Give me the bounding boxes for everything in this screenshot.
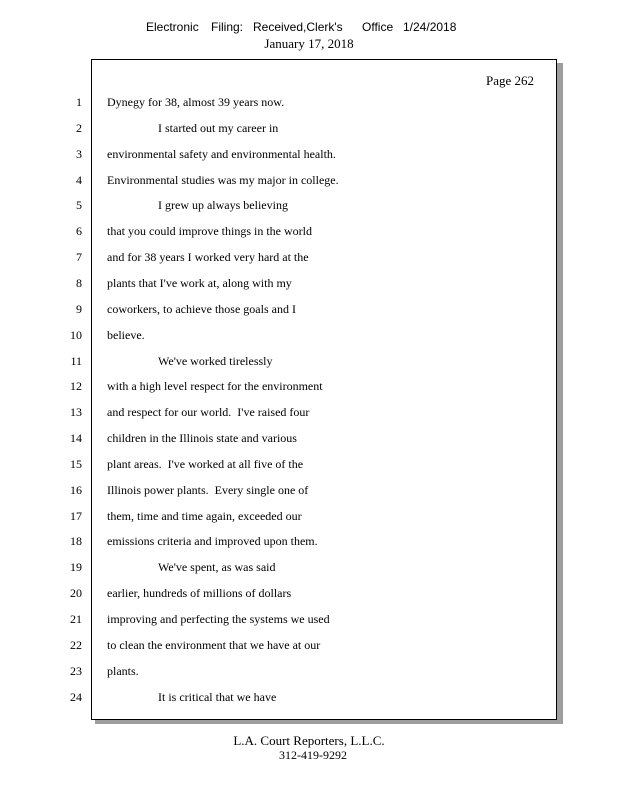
transcript-line: and respect for our world. I've raised four [107, 405, 310, 419]
transcript-line: plants. [107, 664, 139, 678]
transcript-line: We've spent, as was said [158, 560, 276, 574]
line-number: 2 [76, 121, 82, 135]
line-number: 10 [70, 328, 82, 342]
transcript-line: believe. [107, 328, 145, 342]
transcript-line: that you could improve things in the world [107, 224, 312, 238]
transcript-line: We've worked tirelessly [158, 354, 273, 368]
stamp-date: 1/24/2018 [403, 20, 457, 34]
transcript-line: Environmental studies was my major in college. [107, 173, 339, 187]
line-number: 19 [70, 560, 82, 574]
transcript-line: earlier, hundreds of millions of dollars [107, 586, 292, 600]
footer-phone: 312-419-9292 [279, 748, 347, 762]
transcript-line: to clean the environment that we have at our [107, 638, 321, 652]
transcript-line: plant areas. I've worked at all five of the [107, 457, 304, 471]
transcript-line: and for 38 years I worked very hard at the [107, 250, 309, 264]
line-number: 4 [76, 173, 82, 187]
transcript-line: I started out my career in [158, 121, 279, 135]
line-number: 20 [70, 586, 82, 600]
transcript-line: Illinois power plants. Every single one of [107, 483, 309, 497]
line-number: 16 [70, 483, 82, 497]
transcript-line: Dynegy for 38, almost 39 years now. [107, 95, 285, 109]
transcript-line: emissions criteria and improved upon them. [107, 534, 318, 548]
stamp-filing: Filing: [211, 20, 244, 34]
footer-company: L.A. Court Reporters, L.L.C. [233, 733, 385, 748]
stamp-office: Office [362, 20, 394, 34]
transcript-line: It is critical that we have [158, 690, 277, 704]
transcript-line: with a high level respect for the environment [107, 379, 323, 393]
line-number: 21 [70, 612, 82, 626]
page-number: Page 262 [485, 73, 534, 88]
transcript-line: them, time and time again, exceeded our [107, 509, 302, 523]
line-number: 22 [70, 638, 82, 652]
line-number: 5 [76, 198, 82, 212]
line-number: 1 [76, 95, 82, 109]
line-number: 15 [70, 457, 82, 471]
transcript-line: I grew up always believing [158, 198, 288, 212]
transcript-line: children in the Illinois state and various [107, 431, 297, 445]
line-number: 6 [76, 224, 82, 238]
line-number: 17 [70, 509, 82, 523]
line-number: 23 [70, 664, 82, 678]
transcript-line: environmental safety and environmental health. [107, 147, 336, 161]
line-number: 3 [76, 147, 82, 161]
transcript-line: plants that I've work at, along with my [107, 276, 292, 290]
line-number: 24 [70, 690, 82, 704]
line-number: 11 [70, 354, 82, 368]
stamp-received: Received,Clerk's [253, 20, 343, 34]
line-number: 8 [76, 276, 82, 290]
transcript-line: improving and perfecting the systems we used [107, 612, 330, 626]
line-number: 18 [70, 534, 82, 548]
line-number: 13 [70, 405, 82, 419]
stamp-electronic: Electronic [146, 20, 199, 34]
transcript-line: coworkers, to achieve those goals and I [107, 302, 296, 316]
transcript-date: January 17, 2018 [264, 36, 354, 51]
line-number: 14 [70, 431, 82, 445]
line-number: 12 [70, 379, 82, 393]
line-number: 7 [76, 250, 82, 264]
line-number: 9 [76, 302, 82, 316]
